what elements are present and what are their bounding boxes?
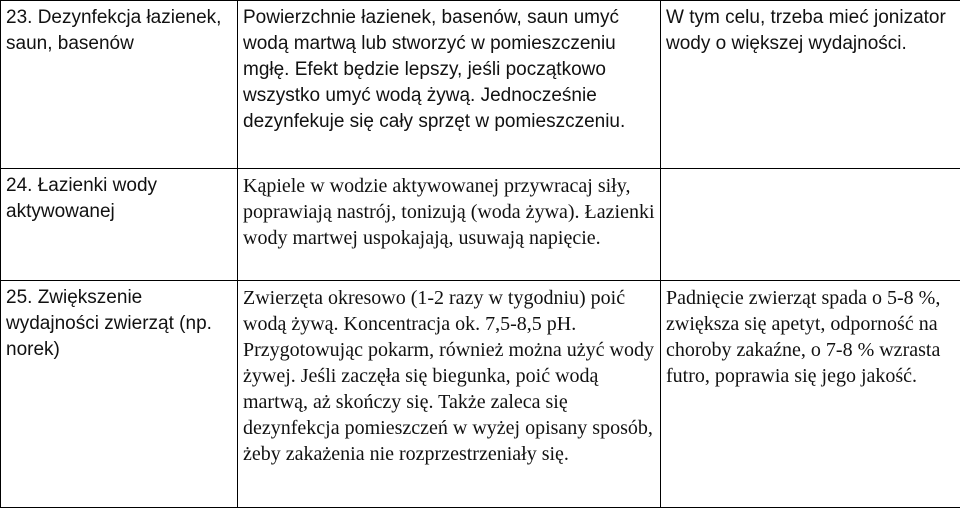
row-title-cell bbox=[1, 1, 238, 169]
table-row bbox=[1, 281, 960, 508]
row-note-cell bbox=[661, 1, 960, 169]
row-description: Kąpiele w wodzie aktywowanej przywracaj siły, poprawiają nastrój, tonizują (woda żywa). Łazienki wody martwej uspokajają, usuwają napięcie. bbox=[243, 173, 656, 251]
row-description-cell bbox=[238, 1, 661, 169]
row-note: Padnięcie zwierząt spada o 5-8 %, zwiększa się apetyt, odporność na choroby zakaźne, o 7-8 % wzrasta futro, poprawia się jego jakość. bbox=[666, 285, 956, 389]
row-note-cell bbox=[661, 169, 960, 281]
row-title: 24. Łazienki wody aktywowanej bbox=[6, 173, 233, 225]
row-title: 23. Dezynfekcja łazienek, saun, basenów bbox=[6, 5, 233, 57]
row-note-cell bbox=[661, 281, 960, 508]
table-row bbox=[1, 1, 960, 169]
row-description-cell bbox=[238, 169, 661, 281]
row-description: Zwierzęta okresowo (1-2 razy w tygodniu) poić wodą żywą. Koncentracja ok. 7,5-8,5 pH. Przygotowując pokarm, również można użyć wody żywej. Jeśli zaczęła się biegunka, poić wodą martwą, aż skończy się. Także zaleca się dezynfekcja pomieszczeń w wyżej opisany sposób, żeby zakażenia nie rozprzestrzeniały się. bbox=[243, 285, 656, 467]
row-note: W tym celu, trzeba mieć jonizator wody o większej wydajności. bbox=[666, 5, 956, 57]
row-description-cell bbox=[238, 281, 661, 508]
row-title: 25. Zwiększenie wydajności zwierząt (np. norek) bbox=[6, 285, 233, 363]
table-row bbox=[1, 169, 960, 281]
row-description: Powierzchnie łazienek, basenów, saun umyć wodą martwą lub stworzyć w pomieszczeniu mgłę. Efekt będzie lepszy, jeśli początkowo wszystko umyć wodą żywą. Jednocześnie dezynfekuje się cały sprzęt w pomieszczeniu. bbox=[243, 5, 656, 135]
row-title-cell bbox=[1, 281, 238, 508]
row-title-cell bbox=[1, 169, 238, 281]
